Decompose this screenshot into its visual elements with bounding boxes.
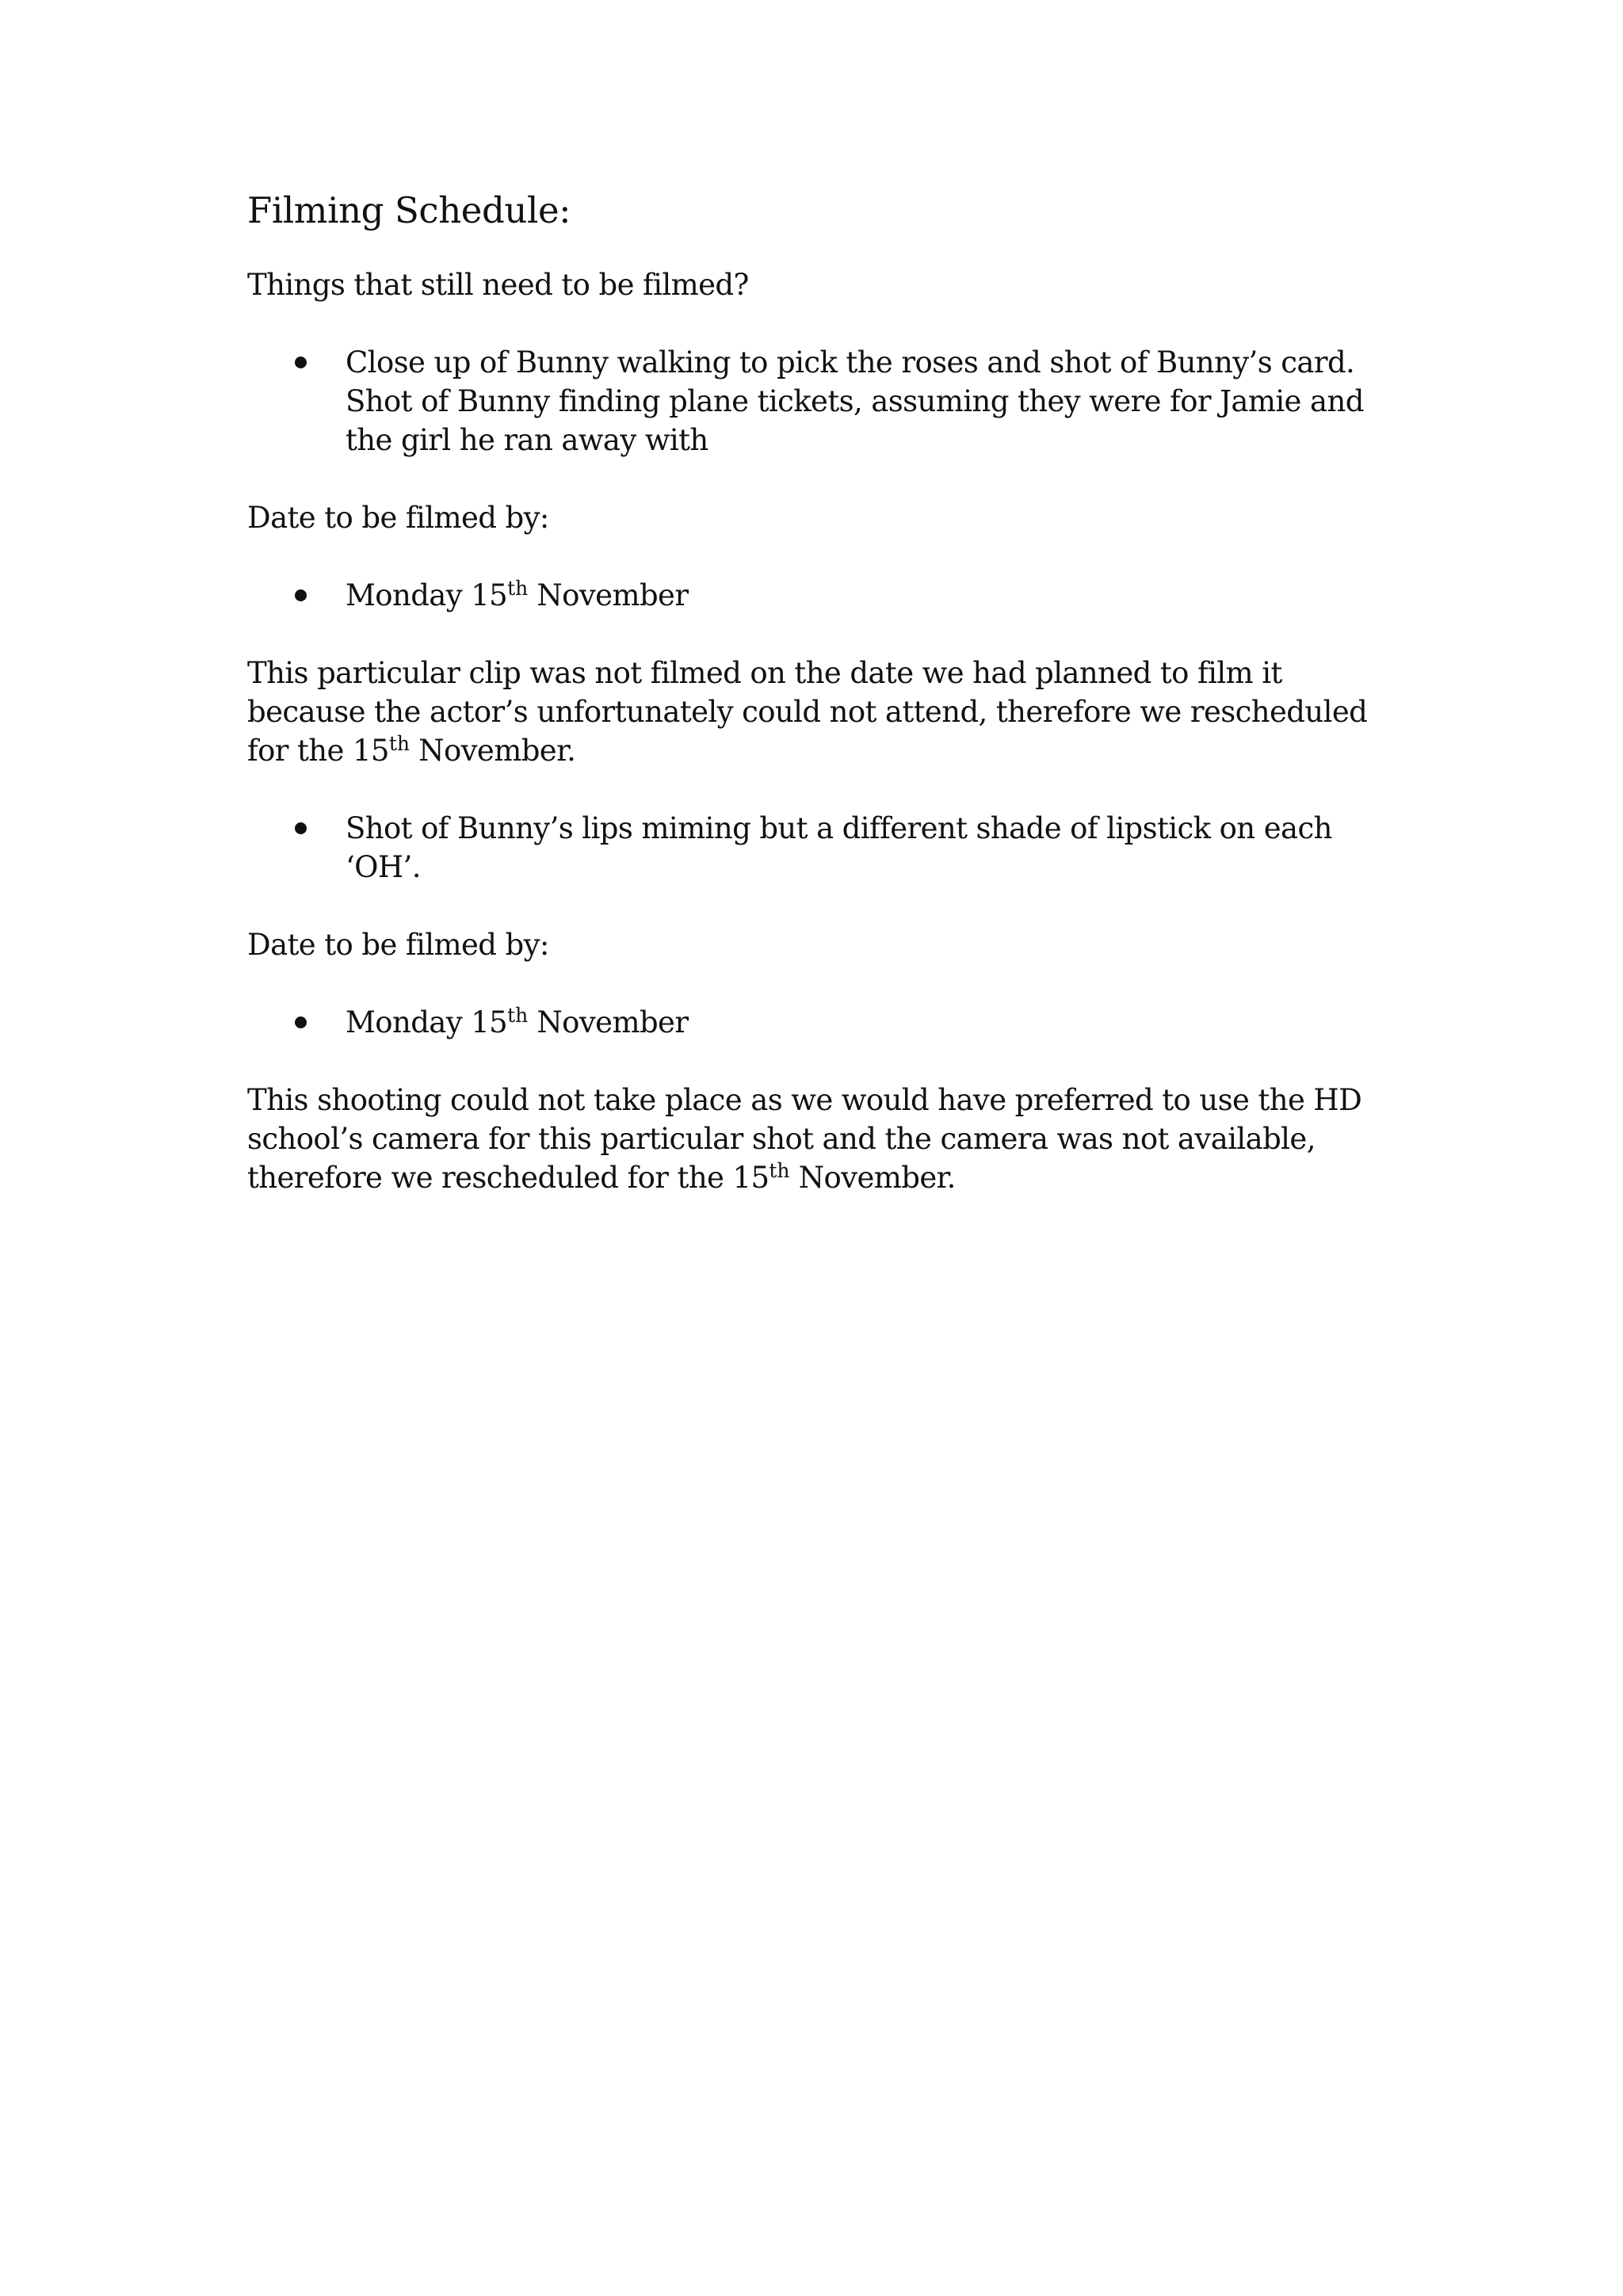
page-title: Filming Schedule: <box>247 189 571 231</box>
list-item <box>247 809 1404 887</box>
date-label: Date to be filmed by: <box>247 501 549 535</box>
bullet-list-2 <box>247 809 1404 887</box>
explanation-rest: November. <box>789 1161 956 1195</box>
date-ordinal: th <box>507 577 529 600</box>
list-item <box>247 576 1404 615</box>
date-prefix: Monday 15 <box>346 578 508 612</box>
bullet-icon <box>295 1016 307 1028</box>
bullet-text: Shot of Bunny’s lips miming but a different shade of lipstick on each ‘OH’. <box>346 811 1332 884</box>
date-text <box>346 578 688 612</box>
bullet-icon <box>295 357 307 368</box>
list-item <box>247 1003 1404 1042</box>
date-prefix: Monday 15 <box>346 1005 508 1039</box>
intro-question: Things that still need to be filmed? <box>247 268 749 302</box>
date-list-1 <box>247 576 1404 615</box>
date-ordinal: th <box>388 732 411 755</box>
date-rest: November <box>528 578 689 612</box>
date-ordinal: th <box>507 1004 529 1027</box>
bullet-icon <box>295 589 307 601</box>
date-rest: November <box>528 1005 689 1039</box>
explanation-rest: November. <box>410 734 576 768</box>
bullet-list-1 <box>247 343 1404 460</box>
explanation-text: This particular clip was not filmed on the date we had planned to film it because the actor’s unfortunately could not attend, therefore we rescheduled for the 15 <box>247 656 1368 768</box>
list-item <box>247 343 1404 460</box>
document-body <box>247 187 1404 1236</box>
bullet-text: Close up of Bunny walking to pick the roses and shot of Bunny’s card. Shot of Bunny finding plane tickets, assuming they were for Jamie and the girl he ran away with <box>346 345 1364 457</box>
explanation-paragraph <box>247 1081 1404 1197</box>
explanation-paragraph <box>247 654 1404 770</box>
explanation-text: This shooting could not take place as we would have preferred to use the HD school’s camera for this particular shot and the camera was not available, therefore we rescheduled for the 15 <box>247 1083 1362 1195</box>
date-list-2 <box>247 1003 1404 1042</box>
date-label: Date to be filmed by: <box>247 928 549 962</box>
date-text <box>346 1005 688 1039</box>
bullet-icon <box>295 822 307 834</box>
date-ordinal: th <box>769 1159 790 1182</box>
